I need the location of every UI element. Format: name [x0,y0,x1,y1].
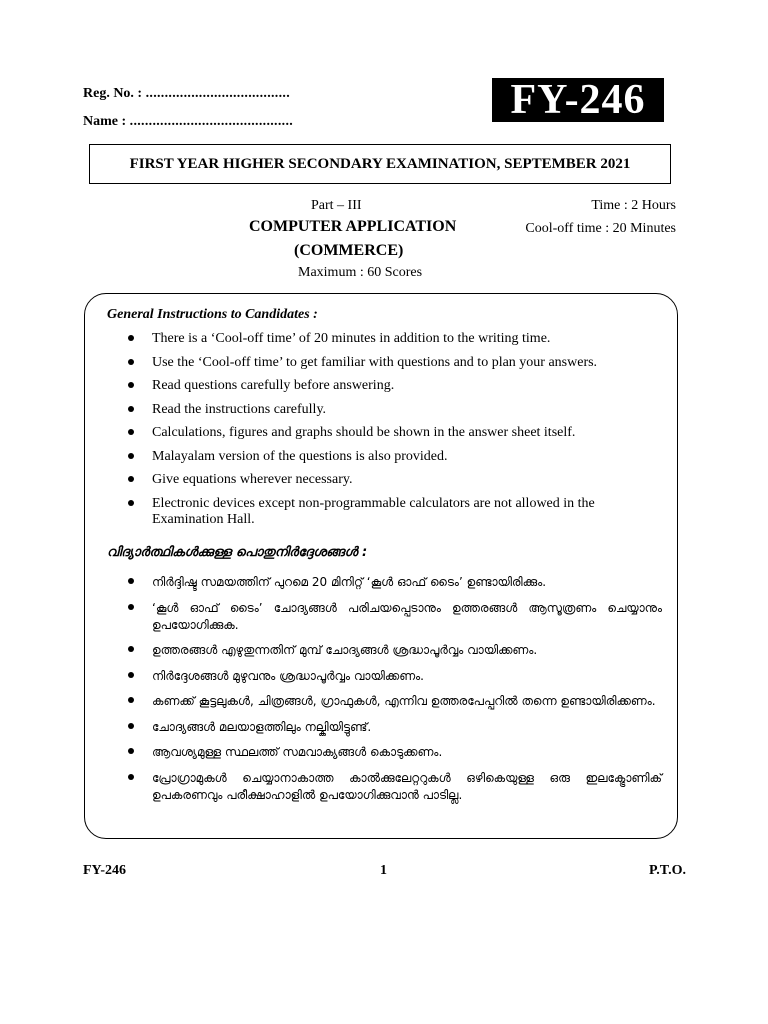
list-item-text: പ്രോഗ്രാമുകൾ ചെയ്യാനാകാത്ത കാൽക്കുലേറ്ററുകൾ ഒഴികെയുള്ള ഒരു ഇലക്ട്രോണിക് ഉപകരണവും പരീക്ഷാഹാളിൽ ഉപയോഗിക്കുവാൻ പാടില്ല. [152,770,662,802]
list-item [128,472,658,488]
max-score-label: Maximum : 60 Scores [298,265,423,280]
list-item [128,642,662,659]
list-item [128,449,658,465]
bullet-icon [128,672,134,678]
bullet-icon [128,382,134,388]
list-item [128,693,662,710]
list-item [128,331,658,347]
bullet-icon [128,646,134,652]
bullet-icon [128,359,134,365]
cooloff-label: Cool-off time : 20 Minutes [525,221,676,236]
bullet-icon [128,774,134,780]
list-item-text: Give equations wherever necessary. [152,472,353,487]
list-item [128,378,658,394]
page-number: 1 [380,863,387,878]
list-item-text: ‘കൂൾ ഓഫ് ടൈം’ ചോദ്യങ്ങൾ പരിചയപ്പെടാനും ഉത്തരങ്ങൾ ആസൂത്രണം ചെയ്യാനും ഉപയോഗിക്കുക. [152,600,662,632]
bullet-icon [128,406,134,412]
list-item-text: ചോദ്യങ്ങൾ മലയാളത്തിലും നല്കിയിട്ടുണ്ട്. [152,719,372,734]
list-item-text: Read the instructions carefully. [152,401,327,417]
paper-code-badge: FY-246 [492,78,664,122]
list-item-text: നിർദ്ദിഷ്ട സമയത്തിന് പുറമെ 20 മിനിറ്റ് ‘കൂൾ ഓഫ് ടൈം’ ഉണ്ടായിരിക്കും. [152,575,547,589]
bullet-icon [128,453,134,459]
instructions-list [128,331,658,535]
exam-title: FIRST YEAR HIGHER SECONDARY EXAMINATION, SEPTEMBER 2021 [89,144,671,184]
name-field [83,114,293,130]
reg-no-field [83,86,290,102]
list-item-text: നിർദ്ദേശങ്ങൾ മുഴുവനും ശ്രദ്ധാപൂർവ്വം വായിക്കണം. [152,668,424,683]
bullet-icon [128,429,134,435]
bullet-icon [128,748,134,754]
stream-title: (COMMERCE) [294,242,404,259]
list-item-text: ഉത്തരങ്ങൾ എഴുതുന്നതിന് മുമ്പ് ചോദ്യങ്ങൾ ശ്രദ്ധാപൂർവ്വം വായിക്കണം. [152,643,538,657]
footer-paper-code: FY-246 [83,863,127,878]
bullet-icon [128,604,134,610]
bullet-icon [128,335,134,341]
list-item [128,719,662,736]
part-label: Part – III [311,198,362,213]
list-item [128,402,658,418]
list-item [128,770,662,804]
name-blank: ........................................... [129,114,294,129]
list-item [128,496,658,528]
list-item-text: കണക്ക് കൂട്ടലുകൾ, ചിത്രങ്ങൾ, ഗ്രാഫുകൾ, എന്നിവ ഉത്തരപേപ്പറിൽ തന്നെ ഉണ്ടായിരിക്കണം. [152,694,656,708]
list-item [128,425,658,441]
list-item-text: There is a ‘Cool-off time’ of 20 minutes in addition to the writing time. [152,331,551,346]
list-item-text: Electronic devices except non-programmable calculators are not allowed in the Examination Hall. [152,495,595,527]
bullet-icon [128,723,134,729]
malayalam-instructions-heading: വിദ്യാർത്ഥികൾക്കുള്ള പൊതുനിർദ്ദേശങ്ങൾ : [107,545,368,560]
time-label: Time : 2 Hours [591,198,676,213]
bullet-icon [128,500,134,506]
subject-title: COMPUTER APPLICATION [249,218,457,235]
reg-no-blank: ...................................... [145,86,291,101]
list-item-text: Use the ‘Cool-off time’ to get familiar with questions and to plan your answers. [152,354,598,370]
bullet-icon [128,476,134,482]
list-item [128,355,658,371]
list-item-text: ആവശ്യമുള്ള സ്ഥലത്ത് സമവാക്യങ്ങൾ കൊടുക്കണം. [152,745,443,759]
list-item [128,668,662,685]
malayalam-instructions-list [128,574,662,812]
pto-label: P.T.O. [649,863,686,878]
name-label: Name : [83,114,127,129]
list-item [128,600,662,634]
bullet-icon [128,697,134,703]
list-item-text: Calculations, figures and graphs should be shown in the answer sheet itself. [152,425,576,440]
list-item-text: Malayalam version of the questions is also provided. [152,448,448,464]
list-item [128,744,662,761]
bullet-icon [128,578,134,584]
reg-no-label: Reg. No. : [83,86,143,101]
instructions-heading: General Instructions to Candidates : [107,307,318,322]
list-item [128,574,662,591]
list-item-text: Read questions carefully before answering. [152,378,395,393]
